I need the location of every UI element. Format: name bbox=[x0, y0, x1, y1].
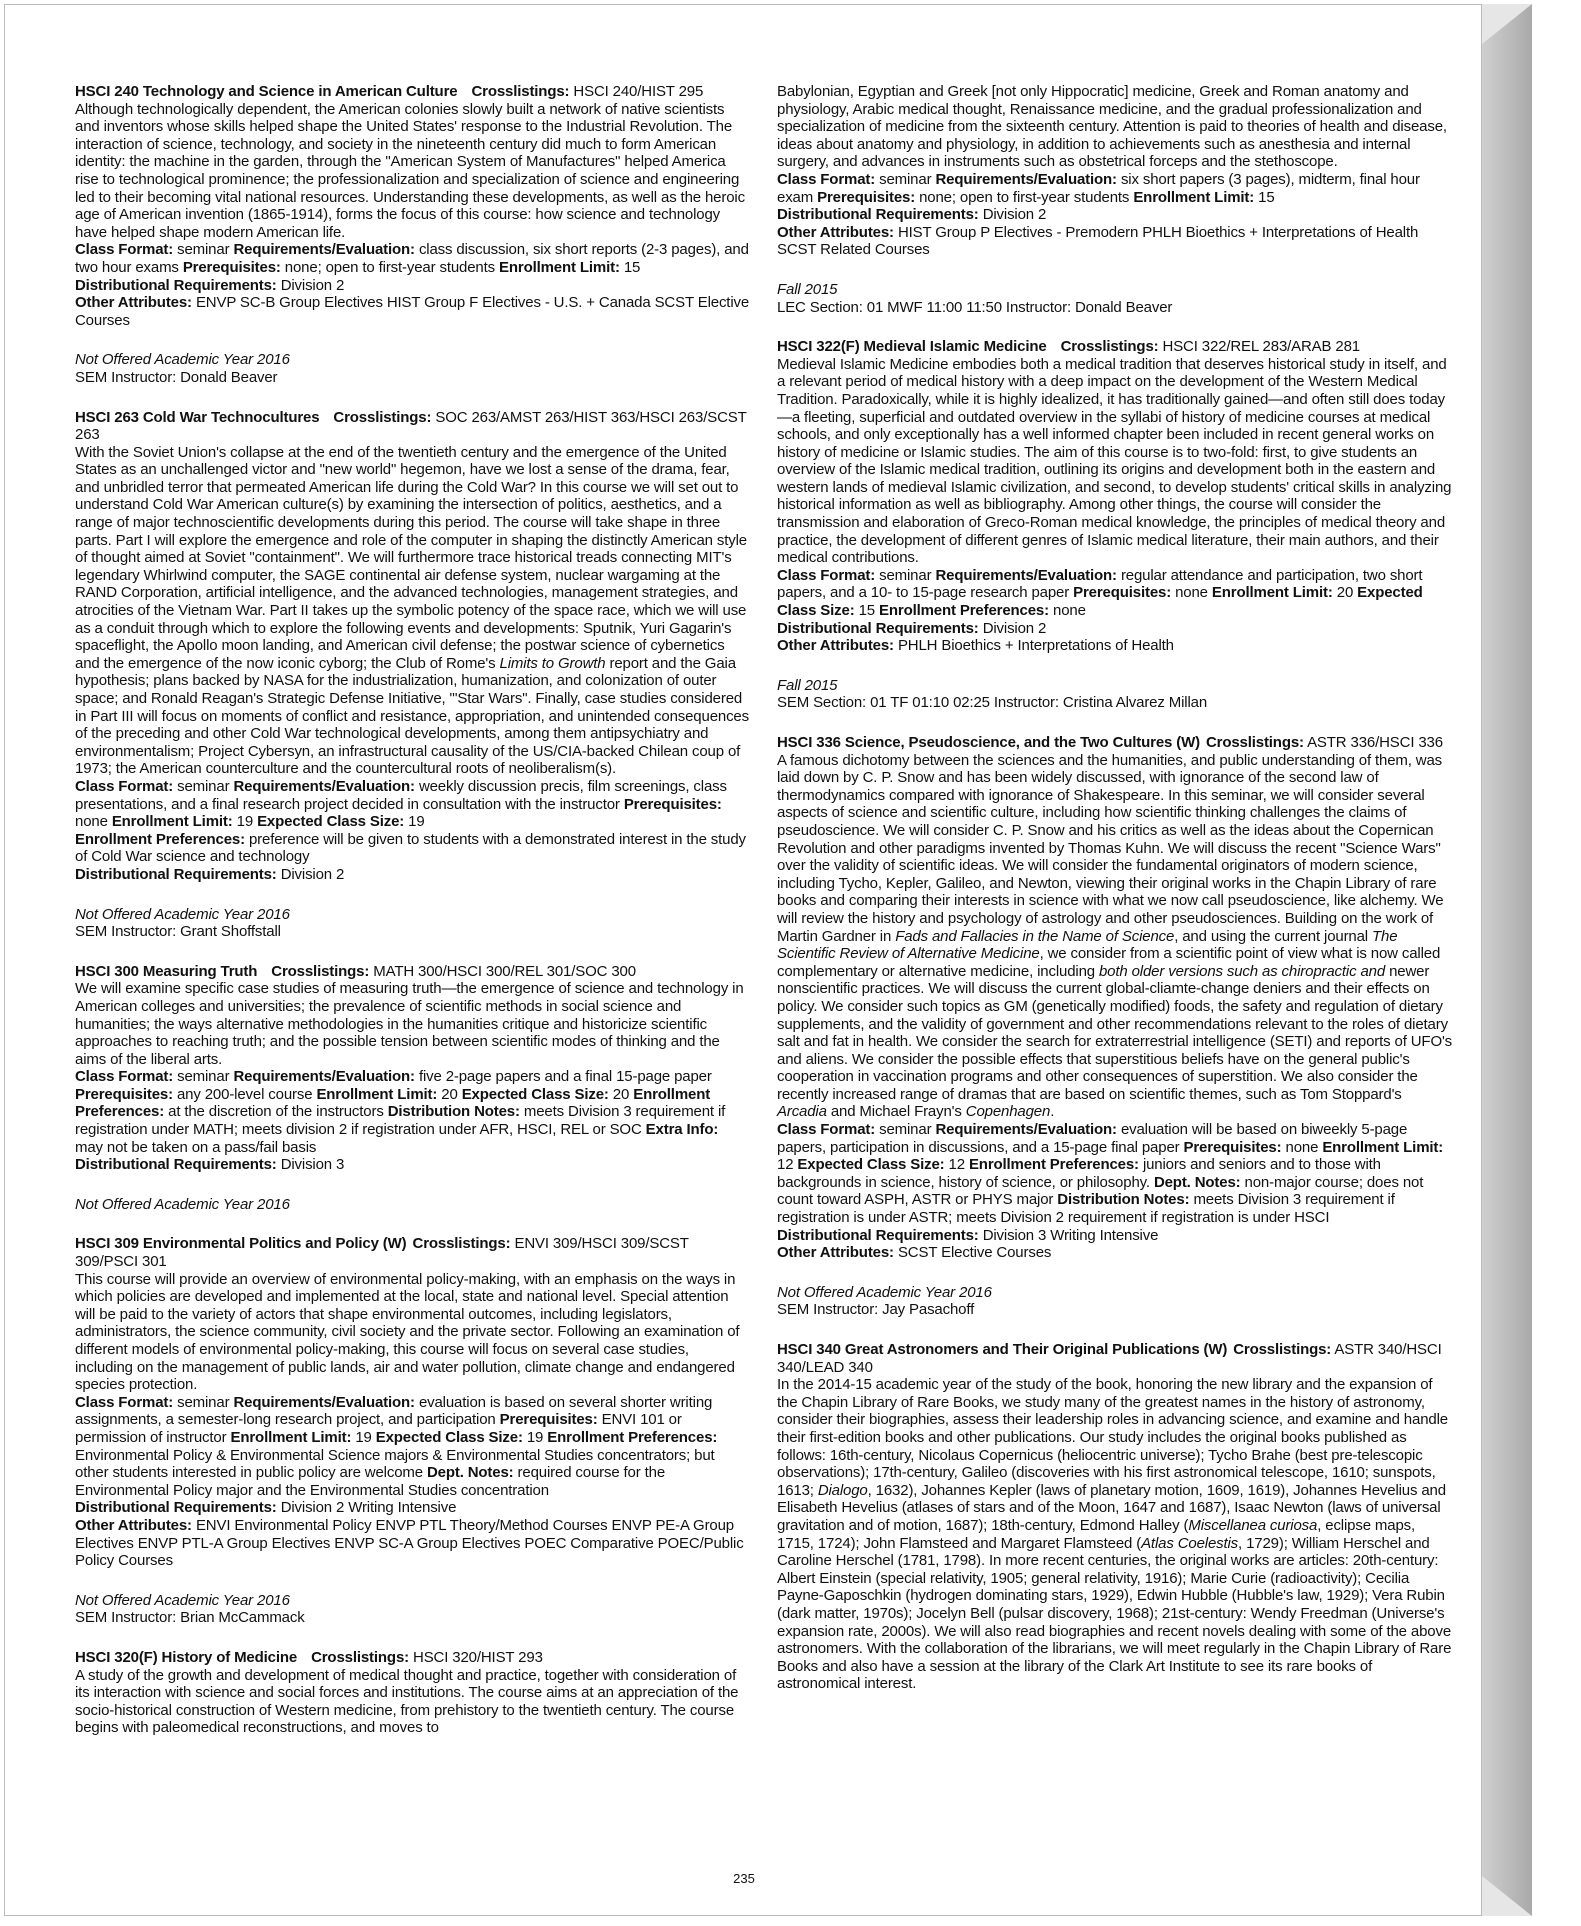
course-description: Although technologically dependent, the American colonies slowly built a network of native scientists and inventors whose skills helped shape the United States' response to the Industrial Revolution. The interaction of science, technology, and society in the nineteenth century did much to form American identity: the machine in the garden, through the "American System of Manufactures" helped America rise to technological prominence; the professionalization and specialization of science and engineering led to their becoming vital national resources. Understanding these developments, as well as the heroic age of American invention (1865-1914), forms the focus of this course: how science and technology have helped shape modern American life. bbox=[75, 100, 745, 241]
course-hsci-340 bbox=[777, 1341, 1455, 1693]
course-description: With the Soviet Union's collapse at the end of the twentieth century and the emergence of the United States as an unchallenged victor and "new world" hegemon, have we lost a sense of the drama, fear, and unbridled terror that permeated American life during the Cold War? In this course we will set out to understand Cold War American culture(s) by examining the intersection of politics, aesthetics, and a range of major technoscientific developments during this period. The course will take shape in three parts. Part I will explore the emergence and role of the computer in shaping the distinctly American style of thought aimed at Soviet "containment". We will furthermore trace historical treads connecting MIT's legendary Whirlwind computer, the SAGE continental air defense system, nuclear wargaming at the RAND Corporation, artificial intelligence, and the advanced technologies, management strategies, and atrocities of the Vietnam War. Part II takes up the symbolic potency of the space race, which we will use as a conduit through which to explore the following events and developments: Sputnik, Yuri Gagarin's spaceflight, the Apollo moon landing, and American civil defense; the postwar science of cybernetics and the emergence of the now iconic cyborg; the Club of Rome's Limits to Growth report and the Gaia hypothesis; plans backed by NASA for the industrialization, humanization, and colonization of outer space; and Ronald Reagan's Strategic Defense Initiative, "'Star Wars". Finally, case studies considered in Part III will focus on moments of conflict and resistance, appropriation, and unintended consequences of the preceding and other Cold War technological developments, among them antipsychiatry and environmentalism; Project Cybersyn, an infrastructural causality of the US/CIA-backed Chilean coup of 1973; the American counterculture and the countercultural roots of neoliberalism(s). bbox=[75, 443, 749, 778]
crosslistings-value: ENVI 309/HSCI 309/SCST 309/PSCI 301 bbox=[75, 1235, 689, 1271]
course-title: HSCI 322(F) Medieval Islamic Medicine bbox=[777, 338, 1047, 356]
crosslistings-value: ASTR 340/HSCI 340/LEAD 340 bbox=[777, 1341, 1442, 1376]
section-info: SEM Instructor: Brian McCammack bbox=[75, 1609, 305, 1627]
crosslistings-label: Crosslistings: bbox=[333, 408, 432, 426]
crosslistings-value: HSCI 320/HIST 293 bbox=[413, 1648, 543, 1666]
other-attributes: Other Attributes: SCST Elective Courses bbox=[777, 1244, 1052, 1262]
crosslistings-value: HSCI 322/REL 283/ARAB 281 bbox=[1162, 338, 1360, 356]
term-offered: Not Offered Academic Year 2016 bbox=[75, 905, 290, 923]
term-offered: Not Offered Academic Year 2016 bbox=[75, 351, 290, 369]
course-hsci-309 bbox=[75, 1235, 750, 1626]
document-page bbox=[4, 4, 1482, 1916]
course-details: Class Format: seminar Requirements/Evaluation: evaluation will be based on biweekly 5-page papers, participation in discussions, and a 15-page final paper Prerequisites: none Enrollment Limit: 12 Expected Class Size: 12 Enrollment Preferences: juniors and seniors and to those with backgrounds in science, history of science, or philosophy. Dept. Notes: non-major course; does not count toward ASPH, ASTR or PHYS major Distribution Notes: meets Division 3 requirement if registration is under ASTR; meets Division 2 requirement if registration is under HSCI bbox=[777, 1121, 1444, 1227]
distribution-requirements: Distributional Requirements: Division 2 bbox=[75, 276, 345, 294]
course-title: HSCI 240 Technology and Science in American Culture bbox=[75, 83, 458, 100]
page-corner-bottom bbox=[1482, 1876, 1532, 1916]
crosslistings-label: Crosslistings: bbox=[1205, 734, 1304, 751]
crosslistings-label: Crosslistings: bbox=[1060, 338, 1159, 356]
distribution-requirements: Distributional Requirements: Division 2 bbox=[777, 619, 1047, 637]
section-info: LEC Section: 01 MWF 11:00 11:50 Instructor: Donald Beaver bbox=[777, 298, 1173, 316]
crosslistings-label: Crosslistings: bbox=[271, 962, 370, 980]
distribution-requirements: Distributional Requirements: Division 2 bbox=[75, 865, 345, 883]
course-title: HSCI 263 Cold War Technocultures bbox=[75, 408, 320, 426]
course-title: HSCI 336 Science, Pseudoscience, and the Two Cultures (W) bbox=[777, 734, 1200, 751]
course-description: In the 2014-15 academic year of the study of the book, honoring the new library and the expansion of the Chapin Library of Rare Books, we study many of the greatest names in the history of astronomy, consider their biographies, assess their leadership roles in advancing science, and examine and handle their first-edition books and other publications. Our study includes the original books published as follows: 16th-century, Nicolaus Copernicus (heliocentric universe); Tycho Brahe (best pre-telescopic observations); 17th-century, Galileo (discoveries with his first astronomical telescope, 1610; sunspots, 1613; Dialogo, 1632), Johannes Kepler (laws of planetary motion, 1609, 1619), Johannes Hevelius and Elisabeth Hevelius (atlases of stars and of the Moon, 1647 and 1687), Isaac Newton (laws of universal gravitation and of motion, 1687); 18th-century, Edmond Halley (Miscellanea curiosa, eclipse maps, 1715, 1724); John Flamsteed and Margaret Flamsteed (Atlas Coelestis, 1729); William Herschel and Caroline Herschel (1781, 1798). In more recent centuries, the original works are articles: 20th-century: Albert Einstein (special relativity, 1905; general relativity, 1916); Marie Curie (radioactivity); Cecilia Payne-Gaposchkin (hydrogen dominating stars, 1929), Edwin Hubble (Hubble's law, 1929); Vera Rubin (dark matter, 1970s); Jocelyn Bell (pulsar discovery, 1968); 21st-century: Wendy Freedman (Universe's expansion rate, 2000s). We will also read biographies and recent novels dealing with some of the above astronomers. With the collaboration of the librarians, we will meet regularly in the Chapin Library of Rare Books and also have a session at the library of the Clark Art Institute to see its rare books of astronomical interest. bbox=[777, 1376, 1452, 1693]
course-hsci-320-continued bbox=[777, 83, 1455, 316]
course-description: Babylonian, Egyptian and Greek [not only Hippocratic] medicine, Greek and Roman anatomy and physiology, Arabic medical thought, Renaissance medicine, and the gradual professionalization and specialization of medicine from the sixteenth century. Attention is paid to theories of health and disease, ideas about anatomy and physiology, in addition to achievements such as anesthesia and internal surgery, and advances in instruments such as obstetrical forceps and the stethoscope. bbox=[777, 83, 1447, 171]
section-info: SEM Instructor: Grant Shoffstall bbox=[75, 923, 281, 941]
other-attributes: Other Attributes: ENVI Environmental Policy ENVP PTL Theory/Method Courses ENVP PE-A Group Electives ENVP PTL-A Group Electives ENVP SC-A Group Electives POEC Comparative POEC/Public Policy Courses bbox=[75, 1516, 744, 1570]
course-details: Class Format: seminar Requirements/Evaluation: five 2-page papers and a final 15-page paper Prerequisites: any 200-level course Enrollment Limit: 20 Expected Class Size: 20 Enrollment Preferences: at the discretion of the instructors Distribution Notes: meets Division 3 requirement if registration under MATH; meets division 2 if registration under AFR, HSCI, REL or SOC Extra Info: may not be taken on a pass/fail basis bbox=[75, 1068, 726, 1156]
course-hsci-322 bbox=[777, 338, 1455, 712]
course-hsci-300 bbox=[75, 963, 750, 1214]
left-column bbox=[75, 83, 750, 1737]
course-details: Class Format: seminar Requirements/Evaluation: evaluation is based on several shorter writing assignments, a semester-long research project, and participation Prerequisites: ENVI 101 or permission of instructor Enrollment Limit: 19 Expected Class Size: 19 Enrollment Preferences: Environmental Policy & Environmental Science majors & Environmental Studies concentrators; but other students interested in public policy are welcome Dept. Notes: required course for the Environmental Policy major and the Environmental Studies concentration bbox=[75, 1393, 718, 1499]
other-attributes: Other Attributes: ENVP SC-B Group Electives HIST Group F Electives - U.S. + Canada SCST Elective Courses bbox=[75, 294, 750, 329]
course-hsci-263 bbox=[75, 409, 750, 941]
distribution-requirements: Distributional Requirements: Division 2 bbox=[777, 206, 1047, 224]
course-title: HSCI 300 Measuring Truth bbox=[75, 962, 258, 980]
course-details: Class Format: seminar Requirements/Evaluation: weekly discussion precis, film screenings, class presentations, and a final research project decided in consultation with the instructor Prerequisites: none Enrollment Limit: 19 Expected Class Size: 19 bbox=[75, 777, 727, 831]
crosslistings-label: Crosslistings: bbox=[412, 1235, 511, 1253]
section-info: SEM Instructor: Donald Beaver bbox=[75, 368, 278, 386]
course-details: Class Format: seminar Requirements/Evaluation: six short papers (3 pages), midterm, final hour exam Prerequisites: none; open to first-year students Enrollment Limit: 15 bbox=[777, 170, 1420, 206]
term-offered: Not Offered Academic Year 2016 bbox=[777, 1283, 992, 1301]
distribution-requirements: Distributional Requirements: Division 3 bbox=[75, 1156, 345, 1174]
crosslistings-value: SOC 263/AMST 263/HIST 363/HSCI 263/SCST 263 bbox=[75, 408, 747, 444]
course-title: HSCI 309 Environmental Politics and Policy (W) bbox=[75, 1235, 407, 1253]
crosslistings-label: Crosslistings: bbox=[471, 83, 570, 100]
course-title: HSCI 340 Great Astronomers and Their Original Publications (W) bbox=[777, 1341, 1228, 1358]
right-column bbox=[777, 83, 1455, 1693]
course-details: Class Format: seminar Requirements/Evaluation: regular attendance and participation, two short papers, and a 10- to 15-page research paper Prerequisites: none Enrollment Limit: 20 Expected Class Size: 15 Enrollment Preferences: none bbox=[777, 566, 1423, 620]
course-hsci-320 bbox=[75, 1649, 750, 1737]
course-description: We will examine specific case studies of measuring truth—the emergence of science and technology in American colleges and universities; the prevalence of scientific methods in social science and humanities; the ways alternative methodologies in the humanities critique and historicize scientific approaches to reaching truth; and the possible tension between scientific modes of thinking and the aims of the liberal arts. bbox=[75, 980, 744, 1068]
course-description: A famous dichotomy between the sciences and the humanities, and public understanding of them, was laid down by C. P. Snow and has been widely discussed, with ignorance of the second law of thermodynamics compared with ignorance of Shakespeare. In this seminar, we will consider several aspects of science and scientific culture, including how scientific thinking challenges the claims of pseudoscience. We will consider C. P. Snow and his critics as well as the ideas about the Copernican Revolution and other paradigms invented by Thomas Kuhn. We will discuss the recent "Science Wars" over the validity of scientific ideas. We will consider the fundamental originators of modern science, including Tycho, Kepler, Galileo, and Newton, viewing their original works in the Chapin Library of rare books and comparing their interests in science with what we now call pseudoscience, like alchemy. We will review the history and psychology of astrology and other pseudosciences. Building on the work of Martin Gardner in Fads and Fallacies in the Name of Science, and using the current journal The Scientific Review of Alternative Medicine, we consider from a scientific point of view what is now called complementary or alternative medicine, including both older versions such as chiropractic and newer nonscientific practices. We will discuss the current global-cliamte-change deniers and their effects on policy. We consider such topics as GM (genetically modified) foods, the safety and regulation of dietary supplements, and the validity of government and other recommendations relevant to the roles of dietary salt and fat in health. We consider the search for extraterrestrial intelligence (SETI) and reports of UFO's and aliens. We consider the possible effects that superstitious beliefs have on the general public's cooperation in vaccination programs and other consequences of superstition. We also consider the recently increased range of dramas that are based on scientific themes, such as Tom Stoppard's Arcadia and Michael Frayn's Copenhagen. bbox=[777, 751, 1453, 1121]
crosslistings-value: HSCI 240/HIST 295 bbox=[573, 83, 704, 100]
section-info: SEM Section: 01 TF 01:10 02:25 Instructor: Cristina Alvarez Millan bbox=[777, 694, 1208, 712]
course-hsci-240 bbox=[75, 83, 750, 387]
crosslistings-label: Crosslistings: bbox=[1233, 1341, 1332, 1358]
course-description: This course will provide an overview of environmental policy-making, with an emphasis on the ways in which policies are developed and implemented at the local, state and national level. Special attention will be paid to the variety of actors that shape environmental outcomes, including legislators, administrators, the science community, civil society and the private sector. Following an examination of different models of environmental policy-making, this course will focus on several case studies, including on the management of public lands, air and water pollution, climate change and endangered species protection. bbox=[75, 1270, 740, 1394]
other-attributes: Other Attributes: PHLH Bioethics + Interpretations of Health bbox=[777, 637, 1174, 655]
course-details: Class Format: seminar Requirements/Evaluation: class discussion, six short reports (2-3 pages), and two hour exams Prerequisites: none; open to first-year students Enrollment Limit: 15 bbox=[75, 241, 749, 276]
course-title: HSCI 320(F) History of Medicine bbox=[75, 1648, 298, 1666]
term-offered: Not Offered Academic Year 2016 bbox=[75, 1591, 290, 1609]
page-number: 235 bbox=[733, 1871, 755, 1886]
course-description: A study of the growth and development of medical thought and practice, together with consideration of its interaction with science and social forces and institutions. The course aims at an appreciation of the socio-historical construction of Western medicine, from prehistory to the twentieth century. The course begins with paleomedical reconstructions, and moves to bbox=[75, 1666, 739, 1737]
course-hsci-336 bbox=[777, 734, 1455, 1319]
distribution-requirements: Distributional Requirements: Division 2 Writing Intensive bbox=[75, 1499, 457, 1517]
enrollment-preferences: Enrollment Preferences: preference will be given to students with a demonstrated interest in the study of Cold War science and technology bbox=[75, 830, 746, 866]
page-corner-top bbox=[1482, 4, 1532, 44]
crosslistings-label: Crosslistings: bbox=[311, 1648, 409, 1666]
crosslistings-value: ASTR 336/HSCI 336 bbox=[1307, 734, 1443, 751]
section-info: SEM Instructor: Jay Pasachoff bbox=[777, 1301, 975, 1319]
course-description: Medieval Islamic Medicine embodies both a medical tradition that deserves historical study in itself, and a relevant period of medical history with a deep impact on the development of the Western Medical Tradition. Paradoxically, while it is highly idealized, it has traditionally gained—and often still does today—a fleeting, superficial and outdated overview in the syllabi of history of medicine courses at medical schools, and only exceptionally has a well informed chapter been included in recent general works on history of medicine or Islamic studies. The aim of this course is to two-fold: first, to give students an overview of the Islamic medical tradition, outlining its origins and development both in the eastern and western lands of medieval Islamic civilization, and second, to develop students' critical skills in analyzing historical information as well as bibliography. Among other things, the course will consider the transmission and elaboration of Greco-Roman medical knowledge, the principles of medical theory and practice, the development of different genres of Islamic medical literature, their main authors, and their medical contributions. bbox=[777, 355, 1452, 567]
crosslistings-value: MATH 300/HSCI 300/REL 301/SOC 300 bbox=[373, 962, 636, 980]
page-edge-shadow bbox=[1482, 4, 1532, 1916]
term-offered: Not Offered Academic Year 2016 bbox=[75, 1195, 290, 1213]
distribution-requirements: Distributional Requirements: Division 3 Writing Intensive bbox=[777, 1226, 1159, 1244]
other-attributes: Other Attributes: HIST Group P Electives - Premodern PHLH Bioethics + Interpretations of Health SCST Related Courses bbox=[777, 223, 1419, 259]
term-offered: Fall 2015 bbox=[777, 676, 838, 694]
term-offered: Fall 2015 bbox=[777, 280, 838, 298]
